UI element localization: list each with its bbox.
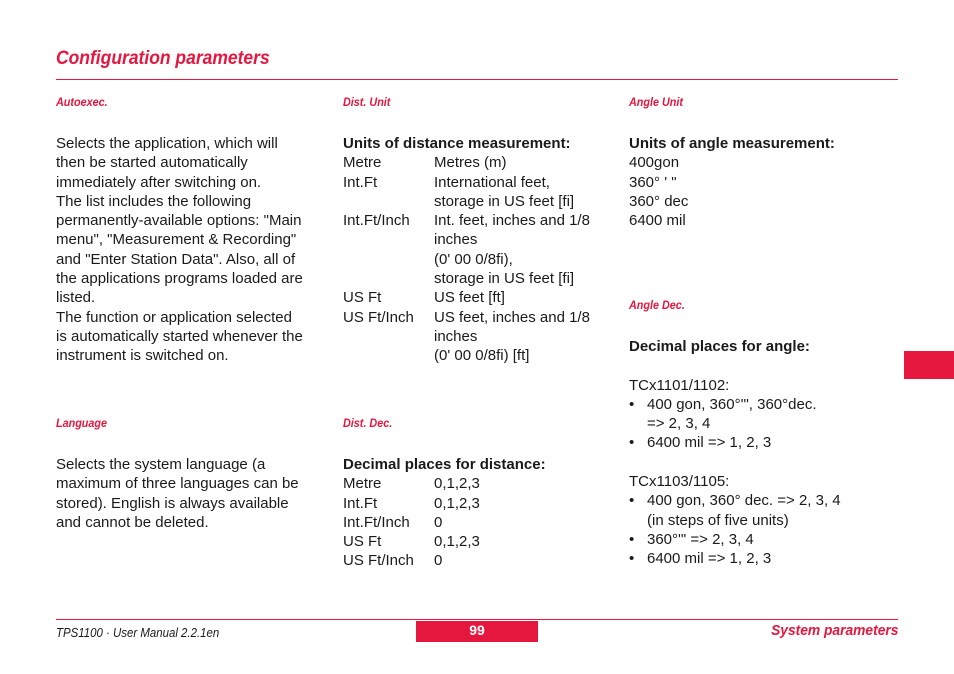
language-description: [56, 455, 331, 532]
description-line: maximum of three languages can be: [56, 475, 299, 493]
unit-name: Int.Ft/Inch: [343, 513, 410, 531]
bullet-marker: •: [629, 395, 635, 413]
unit-name: Int.Ft: [343, 494, 378, 512]
angle-dec-intro: Decimal places for angle:: [629, 338, 810, 355]
table-row: [343, 153, 613, 172]
unit-name: Int.Ft/Inch: [343, 212, 410, 230]
unit-name: [343, 327, 434, 346]
manual-reference: TPS1100 · User Manual 2.2.1en: [56, 625, 220, 640]
table-row: [343, 192, 613, 211]
list-item: [629, 414, 889, 433]
list-item: [629, 433, 889, 452]
table-row: [343, 494, 613, 513]
angle-unit-option: 400gon: [629, 154, 680, 172]
table-row: [343, 346, 613, 365]
description-line: Selects the system language (a: [56, 456, 266, 473]
table-row: [343, 173, 613, 192]
page-title: Configuration parameters: [56, 48, 270, 69]
unit-name: US Ft/Inch: [343, 308, 414, 326]
language-heading: Language: [56, 416, 108, 430]
description-line: and "Enter Station Data". Also, all of: [56, 250, 296, 268]
dist-unit-heading: Dist. Unit: [343, 95, 391, 109]
bullet-marker: •: [629, 550, 635, 568]
unit-value: inches: [434, 327, 478, 345]
unit-value: Metres (m): [434, 154, 507, 172]
unit-name: Metre: [343, 154, 382, 172]
description-line: and cannot be deleted.: [56, 513, 209, 531]
bullet-marker: •: [629, 492, 635, 510]
unit-name: [343, 192, 434, 211]
footer-rule: [56, 619, 898, 620]
table-row: [343, 327, 613, 346]
unit-name: [343, 346, 434, 365]
unit-value: 0: [434, 513, 443, 531]
description-line: Selects the application, which will: [56, 135, 278, 152]
autoexec-description: [56, 134, 331, 366]
unit-name: [343, 269, 434, 288]
description-line: menu", "Measurement & Recording": [56, 231, 297, 249]
list-item: [629, 530, 889, 549]
description-line: stored). English is always available: [56, 494, 289, 512]
dist-unit-table: [343, 153, 613, 365]
table-row: [343, 288, 613, 307]
dist-unit-section: [343, 134, 613, 366]
unit-value: 0: [434, 552, 443, 570]
list-item-text: (in steps of five units): [647, 511, 789, 529]
autoexec-heading: Autoexec.: [56, 95, 108, 109]
table-row: [343, 551, 613, 570]
angle-dec-group1-label: TCx1101/1102:: [629, 376, 730, 394]
list-item-text: 400 gon, 360° dec. => 2, 3, 4: [647, 492, 841, 510]
description-line: is automatically started whenever the: [56, 327, 303, 345]
dist-dec-intro: Decimal places for distance:: [343, 456, 546, 473]
angle-dec-group2-label: TCx1103/1105:: [629, 473, 730, 491]
unit-name: Int.Ft: [343, 173, 378, 191]
bullet-marker: •: [629, 530, 635, 548]
description-line: listed.: [56, 289, 96, 307]
section-name: System parameters: [770, 622, 898, 639]
unit-value: storage in US feet [fi]: [434, 192, 575, 210]
angle-unit-option: 360° ' ": [629, 173, 677, 191]
table-row: [343, 513, 613, 532]
table-row: [343, 230, 613, 249]
unit-value: 0,1,2,3: [434, 494, 480, 512]
list-item: [629, 491, 889, 510]
dist-unit-intro: Units of distance measurement:: [343, 135, 571, 152]
header-rule: [56, 79, 898, 80]
section-tab-marker: [904, 351, 954, 379]
unit-value: International feet,: [434, 173, 550, 191]
table-row: [343, 250, 613, 269]
unit-name: [343, 230, 434, 249]
angle-unit-option: 6400 mil: [629, 212, 686, 230]
unit-value: Int. feet, inches and 1/8: [434, 212, 590, 230]
dist-dec-heading: Dist. Dec.: [343, 416, 393, 430]
bullet-marker: [629, 414, 647, 433]
unit-value: (0' 00 0/8fi),: [434, 250, 513, 268]
unit-value: (0' 00 0/8fi) [ft]: [434, 347, 530, 365]
angle-unit-list: [629, 153, 889, 230]
description-line: then be started automatically: [56, 154, 248, 172]
unit-value: 0,1,2,3: [434, 533, 480, 551]
page-number: 99: [416, 621, 538, 642]
angle-dec-section: [629, 337, 889, 569]
bullet-marker: •: [629, 434, 635, 452]
angle-unit-option: 360° dec: [629, 192, 689, 210]
angle-dec-group2-list: [629, 491, 889, 568]
unit-value: storage in US feet [fi]: [434, 270, 575, 288]
list-item-text: 6400 mil => 1, 2, 3: [647, 550, 772, 568]
description-line: immediately after switching on.: [56, 173, 262, 191]
dist-dec-table: [343, 474, 613, 570]
table-row: [343, 474, 613, 493]
list-item-text: 360°'" => 2, 3, 4: [647, 530, 754, 548]
list-item-text: 6400 mil => 1, 2, 3: [647, 434, 772, 452]
list-item-text: 400 gon, 360°'", 360°dec.: [647, 395, 817, 413]
list-item-text: => 2, 3, 4: [647, 415, 711, 433]
list-item: [629, 549, 889, 568]
list-item: [629, 395, 889, 414]
description-line: The list includes the following: [56, 192, 252, 210]
description-line: instrument is switched on.: [56, 347, 229, 365]
unit-name: US Ft/Inch: [343, 552, 414, 570]
description-line: The function or application selected: [56, 308, 292, 326]
unit-name: Metre: [343, 475, 382, 493]
unit-name: US Ft: [343, 289, 382, 307]
angle-dec-group1-list: [629, 395, 889, 453]
bullet-marker: [629, 511, 647, 530]
description-line: permanently-available options: "Main: [56, 212, 302, 230]
unit-value: US feet [ft]: [434, 289, 505, 307]
unit-name: [343, 250, 434, 269]
table-row: [343, 269, 613, 288]
description-line: the applications programs loaded are: [56, 270, 303, 288]
table-row: [343, 211, 613, 230]
unit-name: US Ft: [343, 533, 382, 551]
list-item: [629, 511, 889, 530]
angle-unit-heading: Angle Unit: [629, 95, 683, 109]
table-row: [343, 308, 613, 327]
dist-dec-section: [343, 455, 613, 571]
unit-value: 0,1,2,3: [434, 475, 480, 493]
angle-unit-section: [629, 134, 889, 230]
angle-dec-heading: Angle Dec.: [629, 298, 685, 312]
table-row: [343, 532, 613, 551]
angle-unit-intro: Units of angle measurement:: [629, 135, 835, 152]
unit-value: inches: [434, 231, 478, 249]
unit-value: US feet, inches and 1/8: [434, 308, 590, 326]
